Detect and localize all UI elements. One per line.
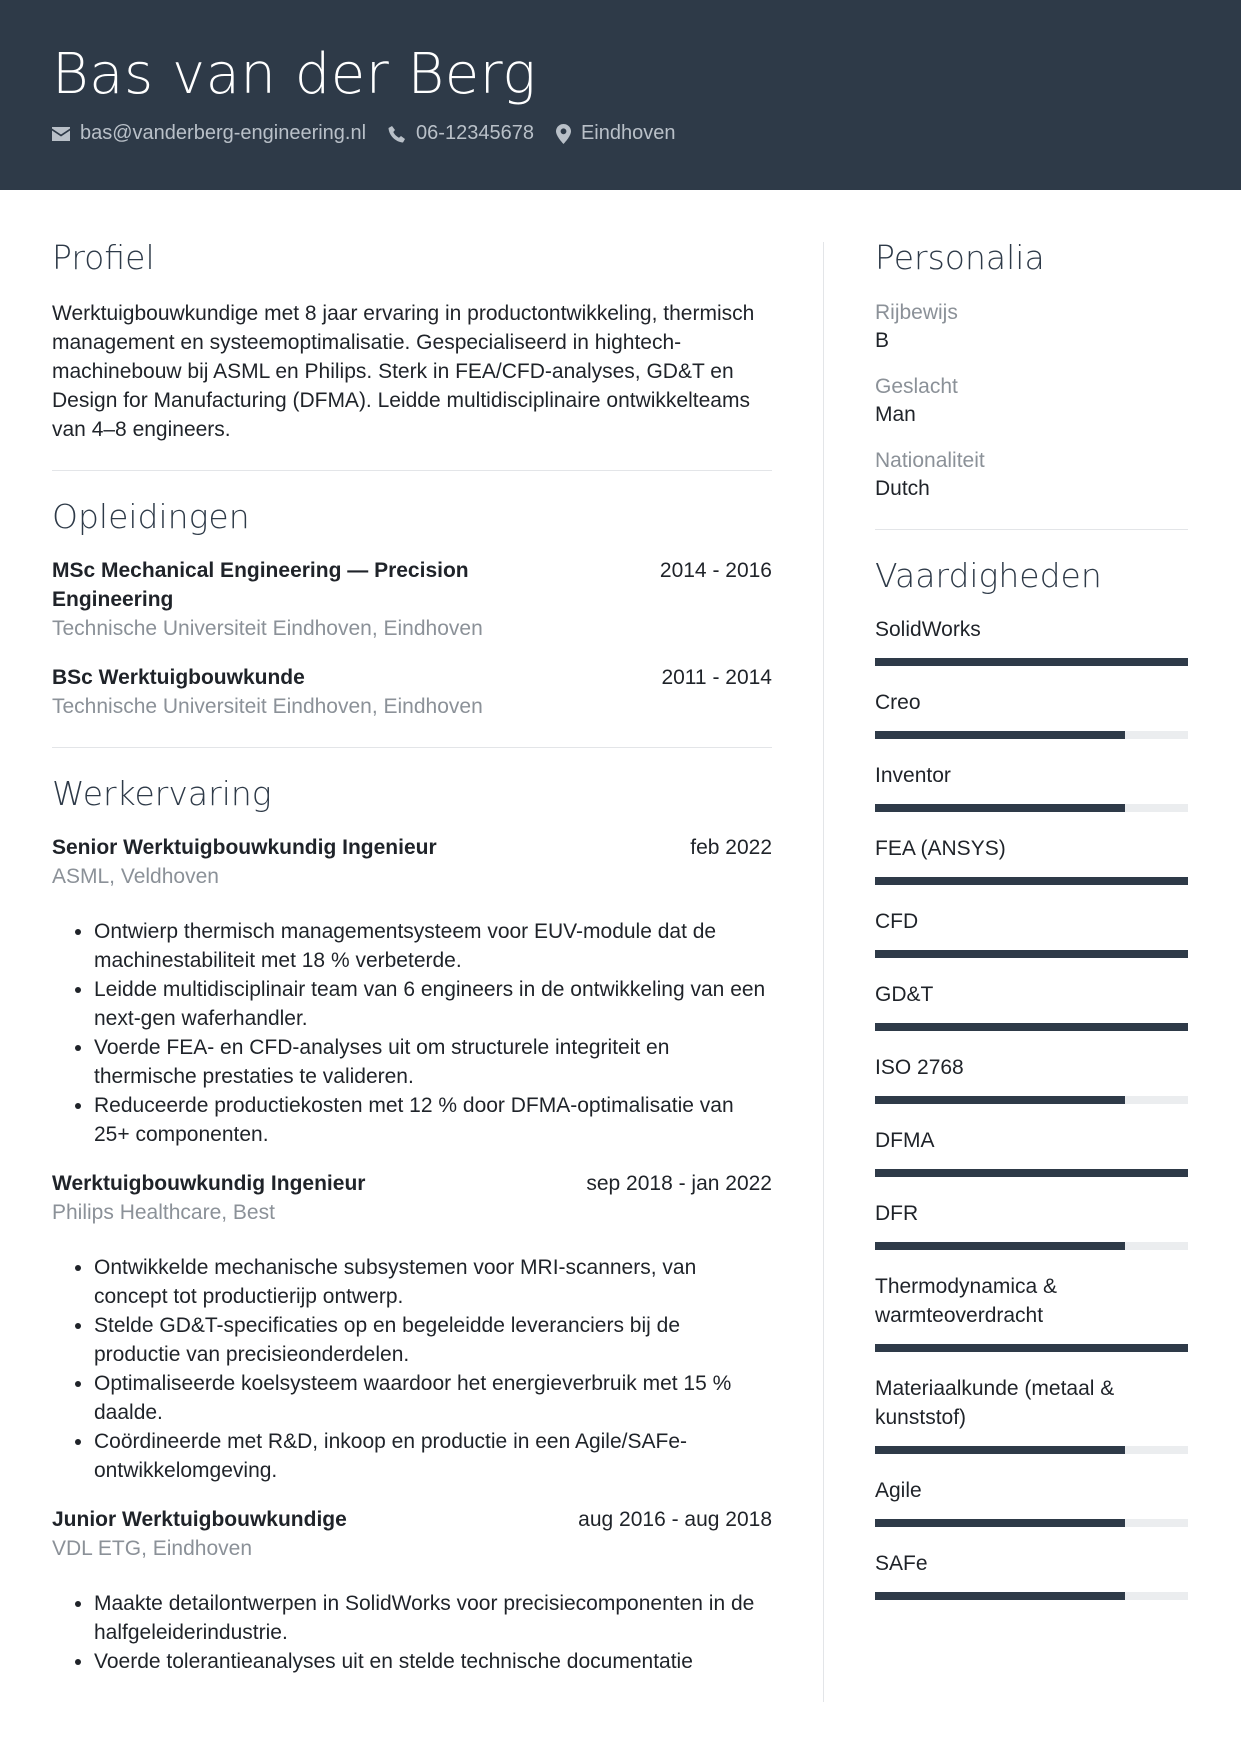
column-divider — [823, 242, 824, 1702]
skill-level-fill — [875, 658, 1188, 666]
personalia-label: Nationaliteit — [875, 449, 985, 472]
personalia-list — [875, 299, 1188, 503]
contact-location — [556, 122, 676, 145]
skill-level-bar — [875, 1023, 1188, 1031]
phone-icon — [388, 125, 406, 143]
skill-name: Materiaalkunde (metaal & kunststof) — [875, 1377, 1115, 1429]
job-title: Senior Werktuigbouwkundig Ingenieur — [52, 836, 437, 859]
location-text: Eindhoven — [580, 122, 676, 144]
skill-item — [875, 1374, 1188, 1454]
personalia-label: Rijbewijs — [875, 301, 958, 324]
skill-level-fill — [875, 804, 1125, 812]
personalia-field — [875, 447, 1188, 503]
experience-heading: Werkervaring — [52, 774, 272, 813]
job-achievements — [52, 1253, 772, 1485]
achievement-item: • Stelde GD&T-specificaties op en begeleidde leveranciers bij de productie van precisieonderdelen. — [94, 1311, 772, 1369]
personalia-label: Geslacht — [875, 375, 958, 398]
achievement-item: • Ontwierp thermisch managementsysteem voor EUV-module dat de machinestabiliteit met 18 % verbeterde. — [94, 917, 772, 975]
skill-level-bar — [875, 877, 1188, 885]
achievement-item: • Voerde FEA- en CFD-analyses uit om structurele integriteit en thermische prestaties te valideren. — [94, 1033, 772, 1091]
skill-item — [875, 1199, 1188, 1250]
job-dates: feb 2022 — [690, 836, 772, 859]
achievement-item: • Leidde multidisciplinair team van 6 engineers in de ontwikkeling van een next-gen waferhandler. — [94, 975, 772, 1033]
skill-item — [875, 1476, 1188, 1527]
skill-level-bar — [875, 1096, 1188, 1104]
experience-entry-header — [52, 833, 772, 862]
contact-bar — [52, 122, 697, 145]
education-entry — [52, 663, 772, 721]
achievement-item: • Voerde tolerantieanalyses uit en stelde technische documentatie — [94, 1647, 772, 1676]
main-column — [52, 238, 772, 1676]
experience-entry — [52, 1505, 772, 1676]
skill-level-fill — [875, 731, 1125, 739]
candidate-name: Bas van der Berg — [52, 42, 537, 107]
skill-level-bar — [875, 1592, 1188, 1600]
skill-level-fill — [875, 1446, 1125, 1454]
skill-name: Creo — [875, 691, 921, 714]
skill-level-bar — [875, 1519, 1188, 1527]
achievement-item: • Optimaliseerde koelsysteem waardoor het energieverbruik met 15 % daalde. — [94, 1369, 772, 1427]
skill-level-bar — [875, 1169, 1188, 1177]
resume-header — [0, 0, 1241, 190]
education-list — [52, 556, 772, 721]
skill-level-fill — [875, 1519, 1125, 1527]
skill-item — [875, 907, 1188, 958]
job-dates: sep 2018 - jan 2022 — [586, 1172, 772, 1195]
education-entry — [52, 556, 772, 643]
skill-level-fill — [875, 950, 1188, 958]
contact-email[interactable] — [52, 122, 366, 145]
experience-list — [52, 833, 772, 1676]
skill-level-fill — [875, 1592, 1125, 1600]
achievement-item: • Maakte detailontwerpen in SolidWorks voor precisiecomponenten in de halfgeleiderindustrie. — [94, 1589, 772, 1647]
education-institution: Technische Universiteit Eindhoven, Eindhoven — [52, 617, 483, 640]
education-dates: 2014 - 2016 — [659, 559, 772, 582]
skill-level-fill — [875, 1169, 1188, 1177]
skill-item — [875, 761, 1188, 812]
education-entry-header — [52, 663, 772, 692]
personalia-value: B — [875, 329, 890, 352]
experience-entry-header — [52, 1505, 772, 1534]
job-company: VDL ETG, Eindhoven — [52, 1537, 252, 1560]
skill-level-bar — [875, 1242, 1188, 1250]
education-degree: MSc Mechanical Engineering — Precision Engineering — [52, 559, 469, 611]
job-achievements — [52, 917, 772, 1149]
education-entry-header — [52, 556, 772, 614]
skill-item — [875, 1126, 1188, 1177]
section-divider — [52, 470, 772, 471]
personalia-value: Dutch — [875, 477, 930, 500]
skill-name: DFR — [875, 1202, 919, 1225]
skill-level-bar — [875, 950, 1188, 958]
skill-name: Agile — [875, 1479, 922, 1502]
skill-name: CFD — [875, 910, 919, 933]
skills-list — [875, 615, 1188, 1600]
section-divider — [52, 747, 772, 748]
skill-item — [875, 1549, 1188, 1600]
job-title: Junior Werktuigbouwkundige — [52, 1508, 347, 1531]
education-section — [52, 497, 772, 721]
education-institution: Technische Universiteit Eindhoven, Eindhoven — [52, 695, 483, 718]
skill-level-fill — [875, 877, 1188, 885]
experience-entry — [52, 833, 772, 1149]
profile-section — [52, 238, 772, 444]
profile-text: Werktuigbouwkundige met 8 jaar ervaring in productontwikkeling, thermisch management en systeemoptimalisatie. Gespecialiseerd in hightech-machinebouw bij ASML en Philips. Sterk in FEA/CFD-analyses, GD&T en Design for Manufacturing (DFMA). Leidde multidisciplinaire ontwikkelteams van 4–8 engineers. — [52, 302, 755, 441]
skills-heading: Vaardigheden — [875, 556, 1102, 595]
skill-name: DFMA — [875, 1129, 935, 1152]
experience-entry-header — [52, 1169, 772, 1198]
job-achievements — [52, 1589, 772, 1676]
skill-item — [875, 1053, 1188, 1104]
skill-item — [875, 834, 1188, 885]
skill-item — [875, 688, 1188, 739]
map-pin-icon — [556, 124, 571, 144]
sidebar-column — [875, 238, 1188, 1600]
achievement-item: • Ontwikkelde mechanische subsystemen voor MRI-scanners, van concept tot productierijp ontwerp. — [94, 1253, 772, 1311]
personalia-field — [875, 299, 1188, 355]
contact-phone[interactable] — [388, 122, 534, 145]
skill-level-fill — [875, 1344, 1188, 1352]
skill-level-bar — [875, 658, 1188, 666]
phone-text: 06-12345678 — [416, 122, 534, 144]
achievement-item: • Coördineerde met R&D, inkoop en productie in een Agile/SAFe-ontwikkelomgeving. — [94, 1427, 772, 1485]
personalia-heading: Personalia — [875, 238, 1045, 277]
profile-heading: Profiel — [52, 238, 155, 277]
skill-name: Inventor — [875, 764, 951, 787]
email-text: bas@vanderberg-engineering.nl — [80, 122, 367, 144]
experience-entry — [52, 1169, 772, 1485]
skill-name: GD&T — [875, 983, 934, 1006]
skill-level-fill — [875, 1096, 1125, 1104]
skill-item — [875, 980, 1188, 1031]
skills-section — [875, 556, 1188, 1600]
skill-name: ISO 2768 — [875, 1056, 964, 1079]
skill-level-bar — [875, 731, 1188, 739]
skill-level-bar — [875, 1446, 1188, 1454]
personalia-value: Man — [875, 403, 916, 426]
skill-name: SolidWorks — [875, 618, 981, 641]
achievement-item: • Reduceerde productiekosten met 12 % door DFMA-optimalisatie van 25+ componenten. — [94, 1091, 772, 1149]
experience-section — [52, 774, 772, 1676]
education-degree: BSc Werktuigbouwkunde — [52, 666, 305, 689]
skill-name: SAFe — [875, 1552, 928, 1575]
job-title: Werktuigbouwkundig Ingenieur — [52, 1172, 366, 1195]
education-heading: Opleidingen — [52, 497, 250, 536]
personalia-field — [875, 373, 1188, 429]
skill-item — [875, 615, 1188, 666]
job-dates: aug 2016 - aug 2018 — [578, 1508, 772, 1531]
skill-item — [875, 1272, 1188, 1352]
section-divider — [875, 529, 1188, 530]
skill-level-bar — [875, 804, 1188, 812]
education-dates: 2011 - 2014 — [661, 666, 772, 689]
envelope-icon — [52, 127, 70, 141]
skill-level-fill — [875, 1023, 1188, 1031]
skill-name: Thermodynamica & warmteoverdracht — [875, 1275, 1058, 1327]
skill-level-fill — [875, 1242, 1125, 1250]
personalia-section — [875, 238, 1188, 503]
skill-name: FEA (ANSYS) — [875, 837, 1006, 860]
skill-level-bar — [875, 1344, 1188, 1352]
job-company: Philips Healthcare, Best — [52, 1201, 275, 1224]
job-company: ASML, Veldhoven — [52, 865, 219, 888]
